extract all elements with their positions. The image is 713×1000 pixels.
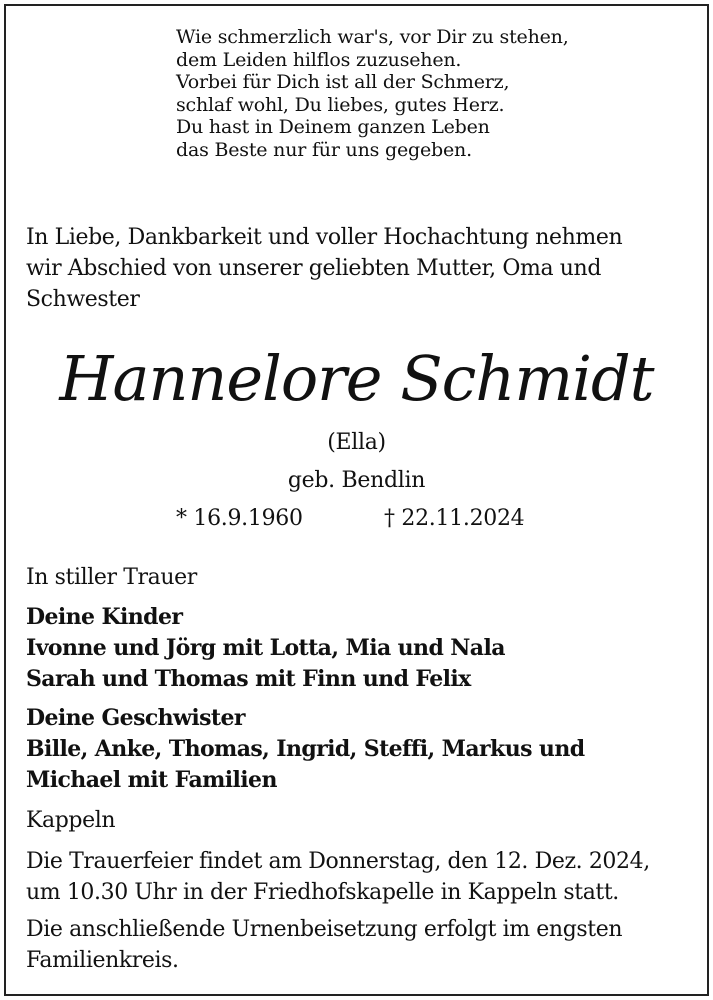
burial-line: Familienkreis. [26, 948, 179, 973]
service-line: Die Trauerfeier findet am Donnerstag, den 12. Dez. 2024, [26, 849, 650, 874]
poem-line: Vorbei für Dich ist all der Schmerz, [176, 71, 510, 93]
siblings-title: Deine Geschwister [26, 705, 245, 731]
place [26, 805, 115, 836]
burial-info [26, 914, 622, 976]
poem [176, 26, 569, 161]
deceased-birth-name: geb. Bendlin [287, 468, 426, 493]
deceased-nickname: (Ella) [327, 430, 386, 455]
children-section [26, 602, 505, 695]
poem-line: Du hast in Deinem ganzen Leben [176, 116, 490, 138]
deceased-name: Hannelore Schmidt [59, 342, 654, 415]
poem-line: Wie schmerzlich war's, vor Dir zu stehen, [176, 26, 569, 48]
burial-line: Die anschließende Urnenbeisetzung erfolgt im engsten [26, 917, 623, 942]
poem-line: schlaf wohl, Du liebes, gutes Herz. [176, 93, 505, 116]
children-line: Sarah und Thomas mit Finn und Felix [26, 666, 471, 692]
intro-line: Schwester [26, 287, 140, 312]
intro-text [26, 222, 622, 315]
intro-line: wir Abschied von unserer geliebten Mutter, Oma und [26, 256, 601, 281]
mourning-label [26, 562, 197, 593]
children-line: Ivonne und Jörg mit Lotta, Mia und Nala [26, 635, 505, 661]
siblings-line: Michael mit Familien [26, 767, 277, 793]
children-title: Deine Kinder [26, 604, 183, 630]
mourning-label-text: In stiller Trauer [26, 565, 197, 590]
siblings-line: Bille, Anke, Thomas, Ingrid, Steffi, Markus und [26, 736, 585, 762]
service-info [26, 846, 650, 908]
birth-date: * 16.9.1960 [176, 506, 303, 531]
siblings-section [26, 703, 585, 796]
place-text: Kappeln [26, 808, 116, 833]
death-date: † 22.11.2024 [384, 506, 525, 531]
service-line: um 10.30 Uhr in der Friedhofskapelle in Kappeln statt. [26, 880, 619, 905]
intro-line: In Liebe, Dankbarkeit und voller Hochachtung nehmen [26, 225, 623, 250]
poem-line: das Beste nur für uns gegeben. [176, 138, 472, 161]
poem-line: dem Leiden hilflos zuzusehen. [176, 48, 462, 71]
